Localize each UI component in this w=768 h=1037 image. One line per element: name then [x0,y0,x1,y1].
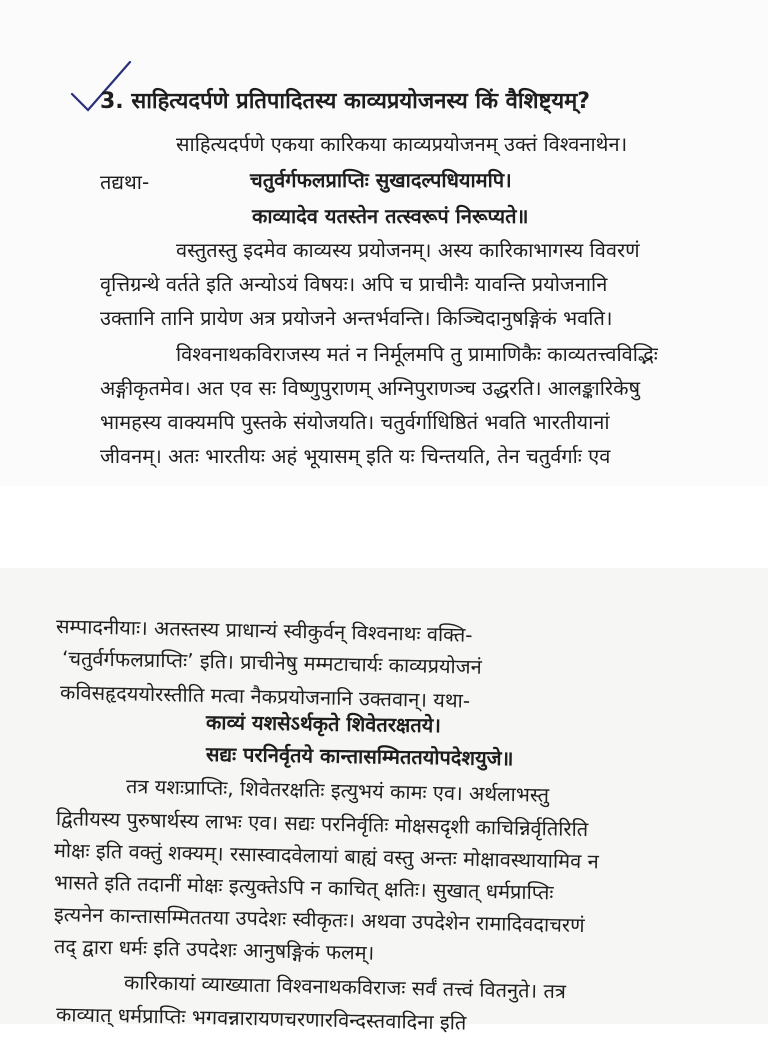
text-line: विश्वनाथकविराजस्य मतं न निर्मूलमपि तु प्रामाणिकैः काव्यतत्त्वविद्भिः [176,342,658,366]
question-number: 3. [100,89,124,114]
text-line: द्वितीयस्य पुरुषार्थस्य लाभः एव। सद्यः परनिर्वृतिः मोक्षसदृशी काचिन्निर्वृतिरिति [55,806,589,842]
text-line: मोक्षः इति वक्तुं शक्यम्। रसास्वादवेलायां बाह्यं वस्तु अन्तः मोक्षावस्थायामिव न [53,838,599,874]
text-line: अङ्गीकृतमेव। अत एव सः विष्णुपुराणम् अग्निपुराणञ्च उद्धरति। आलङ्कारिकेषु [100,376,641,400]
top-page [0,0,768,486]
text-line: भामहस्य वाक्यमपि पुस्तके संयोजयति। चतुर्वर्गाधिष्ठितं भवति भारतीयानां [100,410,610,434]
verse-line: काव्यं यशसेऽर्थकृते शिवेतरक्षतये। [205,710,442,738]
text-line: ‘चतुर्वर्गफलप्राप्तिः’ इति। प्राचीनेषु मम्मटाचार्यः काव्यप्रयोजनं [61,646,482,679]
text-line: वृत्तिग्रन्थे वर्तते इति अन्योऽयं विषयः। अपि च प्राचीनैः यावन्ति प्रयोजनानि [100,272,608,296]
text-line: कविसहृदययोरस्तीति मत्वा नैकप्रयोजनानि उक्तवान्। यथा- [59,680,471,713]
text-line: भासते इति तदानीं मोक्षः इत्युक्तेऽपि न काचित् क्षतिः। सुखात् धर्मप्राप्तिः [53,870,554,905]
verse-line: काव्यादेव यतस्तेन तत्स्वरूपं निरूप्यते॥ [252,204,529,228]
page-gap [0,486,768,568]
bottom-page [0,568,768,1035]
text-line: तद् द्वारा धर्मः इति उपदेशः आनुषङ्गिकं फलम्। [53,934,375,965]
text-line: जीवनम्। अतः भारतीयः अहं भूयासम् इति यः चिन्तयति, तेन चतुर्वर्गाः एव [100,444,611,468]
verse-line: चतुर्वर्गफलप्राप्तिः सुखादल्पधियामपि। [250,168,512,192]
text-line: इत्यनेन कान्तासम्मिततया उपदेशः स्वीकृतः। अथवा उपदेशेन रामादिवदाचरणं [53,902,585,938]
text-line: तत्र यशःप्राप्तिः, शिवेतरक्षतिः इत्युभयं कामः एव। अर्थलाभस्तु [125,774,550,807]
verse-line: सद्यः परनिर्वृतये कान्तासम्मिततयोपदेशयुजे॥ [205,742,514,771]
text-line: सम्पादनीयाः। अतस्तस्य प्राधान्यं स्वीकुर्वन् विश्वनाथः वक्ति- [55,614,473,647]
text-line: वस्तुतस्तु इदमेव काव्यस्य प्रयोजनम्। अस्य कारिकाभागस्य विवरणं [176,238,640,262]
question-text: साहित्यदर्पणे प्रतिपादितस्य काव्यप्रयोजनस्य किं वैशिष्ट्यम्? [131,89,591,114]
text-line: साहित्यदर्पणे एकया कारिकया काव्यप्रयोजनम् उक्तं विश्वनाथेन। [176,132,628,156]
text-line: उक्तानि तानि प्रायेण अत्र प्रयोजने अन्तर्भवन्ति। किञ्चिदानुषङ्गिकं भवति। [100,306,613,330]
text-line: कारिकायां व्याख्याता विश्वनाथकविराजः सर्वं तत्त्वं वितनुते। तत्र [123,970,567,1004]
tadyatha-label: तद्यथा- [100,170,150,194]
question-heading [100,88,590,116]
text-line: काव्यात् धर्मप्राप्तिः भगवन्नारायणचरणारविन्दस्तवादिना इति [55,1002,467,1035]
